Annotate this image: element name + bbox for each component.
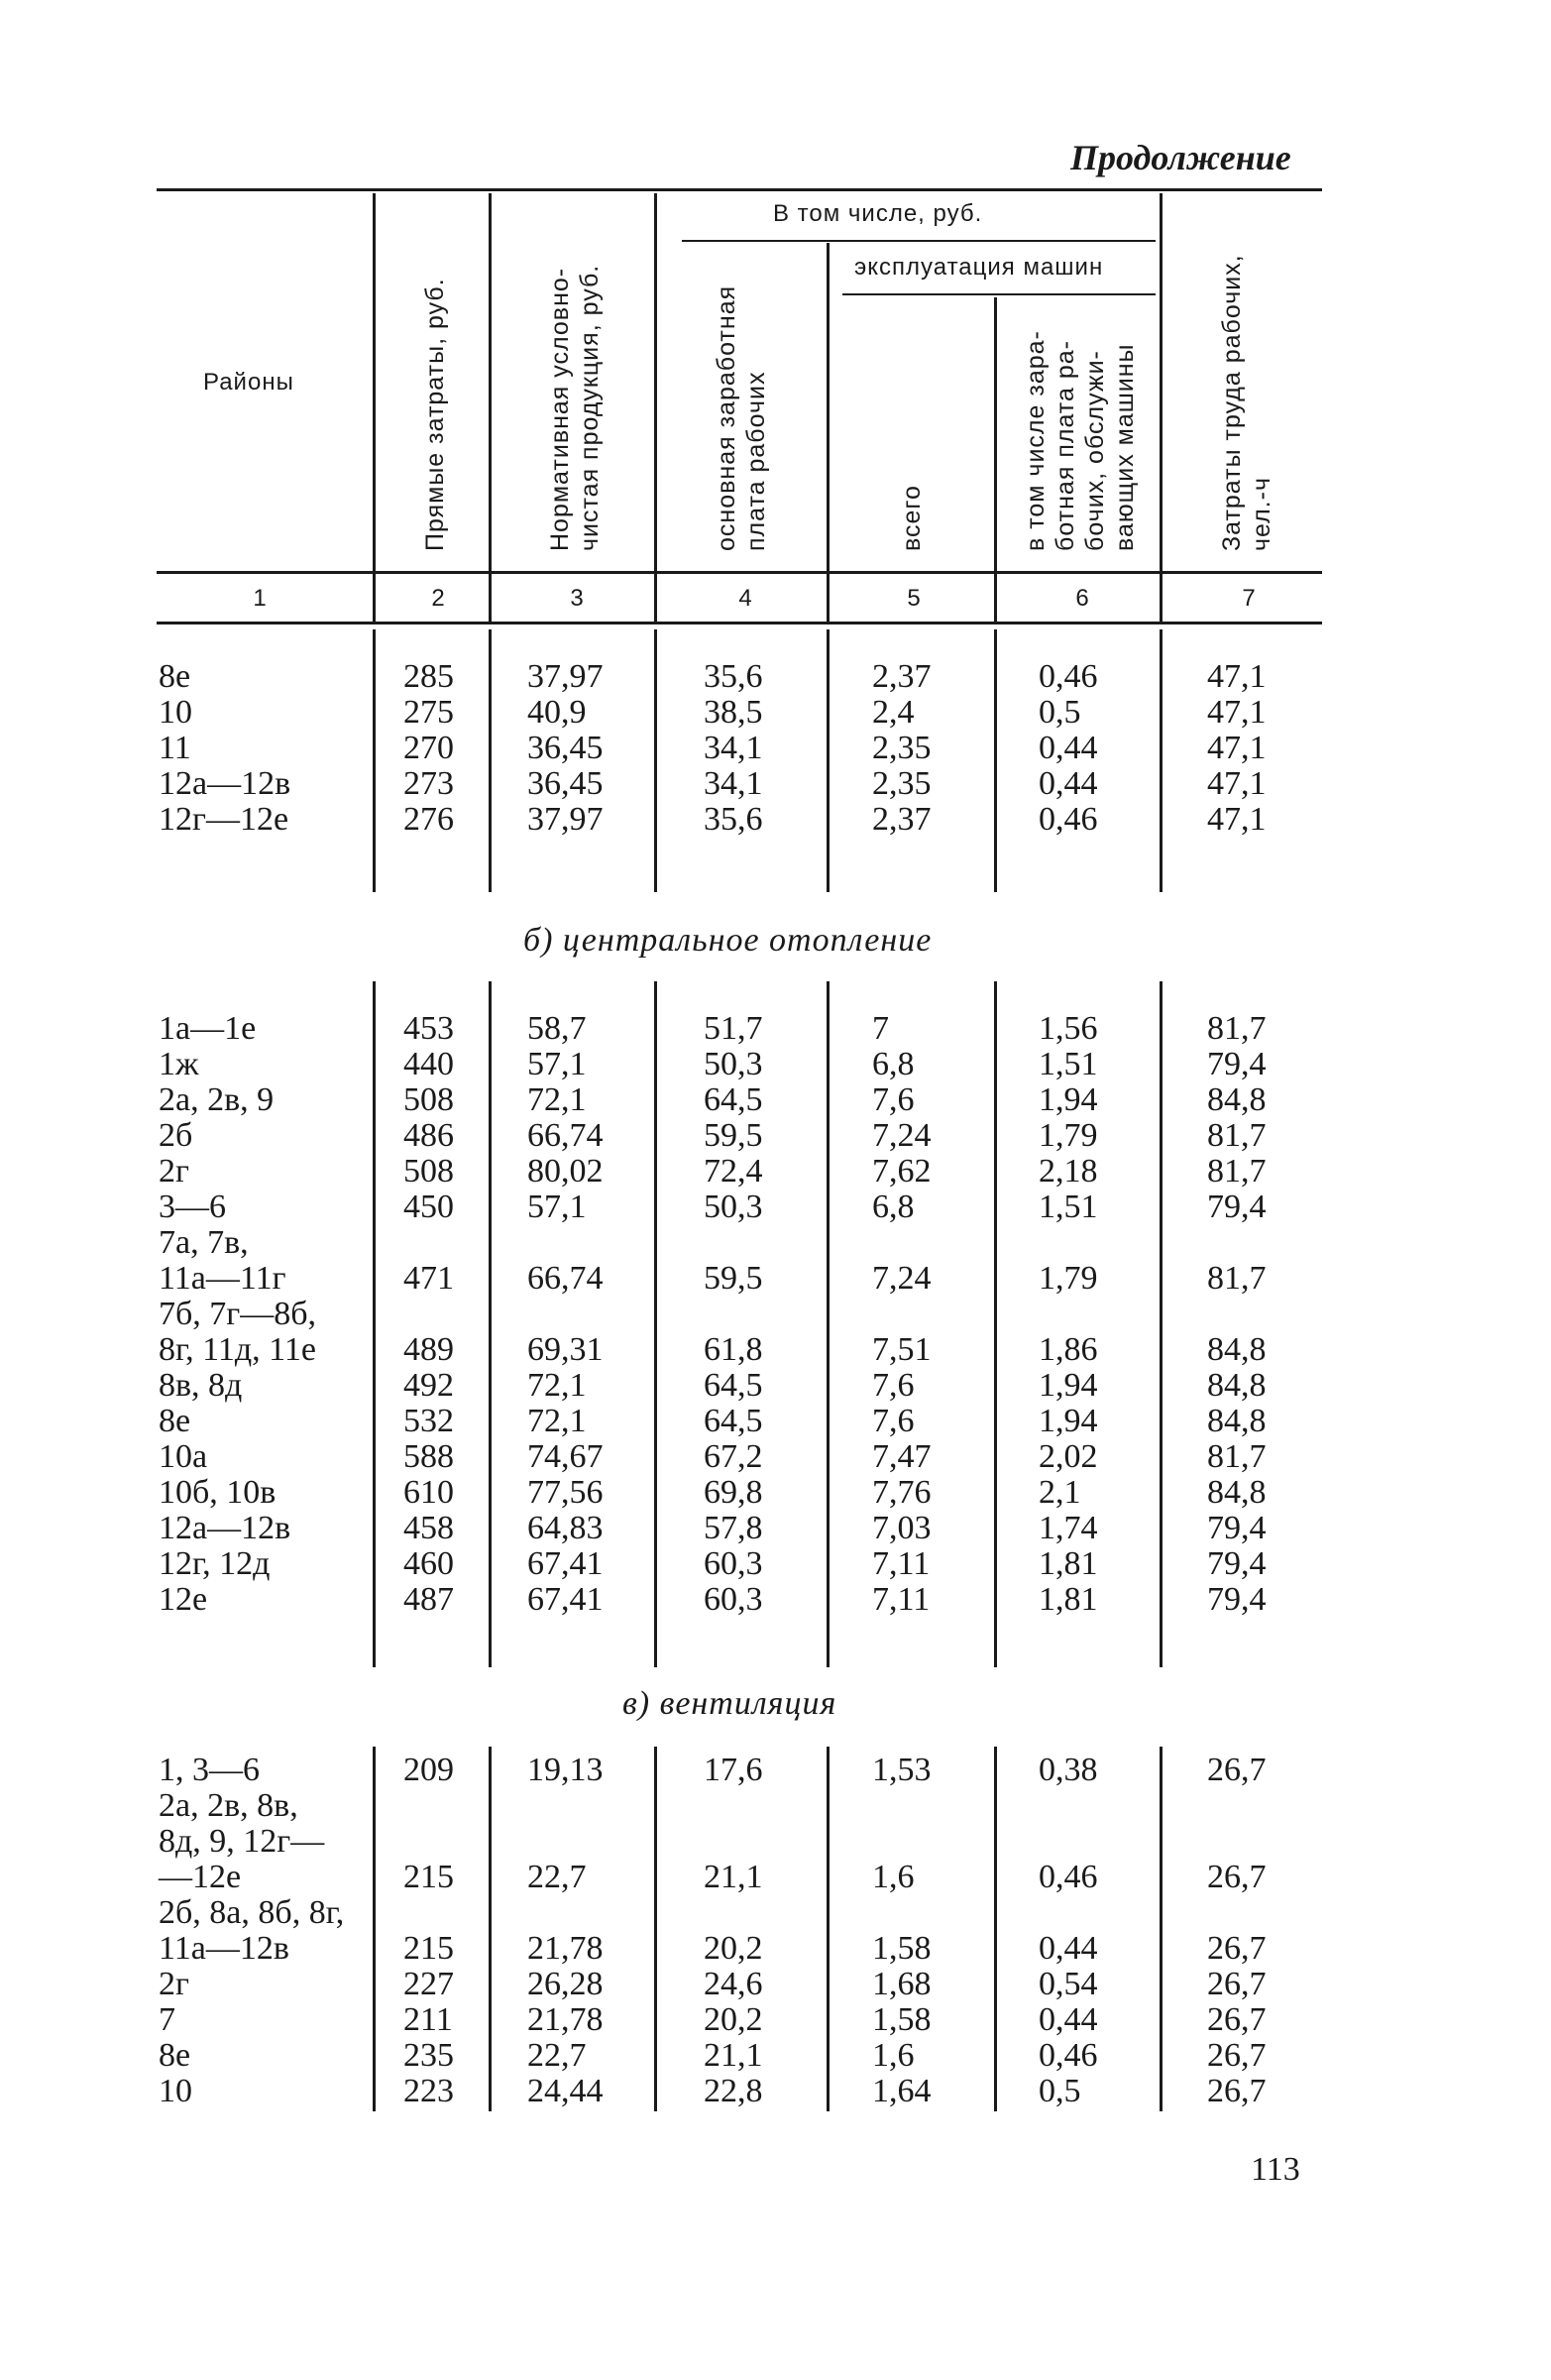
region-cell: 10а [159,1438,208,1475]
value-cell-c5: 6,8 [872,1046,915,1082]
value-cell-c6: 0,46 [1039,658,1098,695]
column-divider [827,1747,830,2111]
value-cell-c7: 84,8 [1207,1474,1267,1511]
value-cell-c7: 81,7 [1207,1153,1267,1190]
column-divider [654,1747,657,2111]
continuation-label: Продолжение [1070,138,1291,177]
page-number: 113 [1251,2151,1300,2188]
value-cell-c7: 47,1 [1207,730,1267,766]
value-cell-c2: 487 [403,1581,454,1618]
value-cell-c4: 61,8 [704,1331,763,1368]
column-divider [1160,981,1163,1667]
region-cell: 2г [159,1966,189,2002]
region-cell: 12г, 12д [159,1545,271,1582]
value-cell-c4: 60,3 [704,1545,763,1582]
value-cell-c6: 1,86 [1039,1331,1098,1368]
value-cell-c3: 74,67 [527,1438,604,1475]
value-cell-c2: 610 [403,1474,454,1511]
column-divider [994,1747,997,2111]
value-cell-c5: 1,6 [872,1859,915,1895]
column-divider [654,981,657,1667]
value-cell-c5: 1,58 [872,1930,932,1967]
value-cell-c6: 1,56 [1039,1010,1098,1047]
value-cell-c5: 2,37 [872,658,932,695]
value-cell-c3: 36,45 [527,730,604,766]
region-cell: 2а, 2в, 9 [159,1081,275,1118]
value-cell-c5: 6,8 [872,1189,915,1225]
value-cell-c3: 66,74 [527,1117,604,1154]
value-cell-c3: 22,7 [527,2037,587,2074]
column-divider [827,629,830,892]
value-cell-c2: 486 [403,1117,454,1154]
column-divider [654,629,657,892]
header-divider [654,193,657,575]
region-cell: 1а—1е [159,1010,257,1047]
region-cell: 8е [159,2037,191,2074]
value-cell-c3: 69,31 [527,1331,604,1368]
value-cell-c2: 492 [403,1367,454,1404]
value-cell-c3: 77,56 [527,1474,604,1511]
region-cell: 12а—12в [159,1510,291,1546]
value-cell-c2: 489 [403,1331,454,1368]
column-divider [489,629,492,892]
value-cell-c3: 19,13 [527,1752,604,1788]
colnum-divider [373,575,376,624]
header-normative: Нормативная условно- чистая продукция, руб. [546,264,604,551]
value-cell-c5: 2,35 [872,765,932,802]
column-divider [827,981,830,1667]
value-cell-c6: 0,5 [1039,2073,1081,2109]
region-cell: 10б, 10в [159,1474,277,1511]
value-cell-c4: 69,8 [704,1474,763,1511]
value-cell-c7: 47,1 [1207,765,1267,802]
value-cell-c7: 79,4 [1207,1510,1267,1546]
value-cell-c2: 215 [403,1859,454,1895]
value-cell-c2: 211 [403,2001,453,2038]
value-cell-c3: 67,41 [527,1581,604,1618]
value-cell-c5: 7,03 [872,1510,932,1546]
including-rule [682,240,1156,242]
column-divider [373,1747,376,2111]
value-cell-c6: 1,81 [1039,1545,1098,1582]
region-cell: 10 [159,694,192,731]
value-cell-c3: 80,02 [527,1153,604,1190]
region-cell: 2г [159,1153,189,1190]
region-cell: 10 [159,2073,192,2109]
region-cell: 1, 3—6 [159,1752,260,1788]
value-cell-c2: 440 [403,1046,454,1082]
section-title: б) центральное отопление [523,922,933,959]
value-cell-c7: 79,4 [1207,1545,1267,1582]
value-cell-c7: 79,4 [1207,1046,1267,1082]
value-cell-c4: 38,5 [704,694,763,731]
header-bottom-rule [157,571,1322,574]
value-cell-c7: 84,8 [1207,1367,1267,1404]
value-cell-c6: 1,94 [1039,1403,1098,1439]
value-cell-c7: 81,7 [1207,1438,1267,1475]
value-cell-c5: 7,6 [872,1367,915,1404]
column-divider [1160,629,1163,892]
value-cell-c2: 460 [403,1545,454,1582]
value-cell-c2: 588 [403,1438,454,1475]
header-labor-costs: Затраты труда рабочих, чел.-ч [1218,254,1275,551]
column-number: 5 [907,585,921,612]
value-cell-c6: 1,81 [1039,1581,1098,1618]
value-cell-c2: 235 [403,2037,454,2074]
value-cell-c2: 508 [403,1153,454,1190]
value-cell-c4: 17,6 [704,1752,763,1788]
value-cell-c4: 50,3 [704,1189,763,1225]
region-cell: 11а—11г [159,1260,286,1297]
value-cell-c4: 67,2 [704,1438,763,1475]
region-cell: 11 [159,730,191,766]
value-cell-c6: 1,79 [1039,1260,1098,1297]
column-divider [373,981,376,1667]
value-cell-c4: 22,8 [704,2073,763,2109]
region-cell: 12г—12е [159,801,289,838]
header-total: всего [898,485,926,551]
value-cell-c5: 7,11 [872,1545,931,1582]
column-number: 4 [738,585,752,612]
value-cell-c3: 72,1 [527,1367,587,1404]
value-cell-c2: 273 [403,765,454,802]
value-cell-c7: 26,7 [1207,1752,1267,1788]
value-cell-c2: 223 [403,2073,454,2109]
value-cell-c3: 72,1 [527,1403,587,1439]
machine-rule [842,293,1156,295]
value-cell-c3: 24,44 [527,2073,604,2109]
value-cell-c2: 450 [403,1189,454,1225]
value-cell-c2: 209 [403,1752,454,1788]
value-cell-c6: 0,38 [1039,1752,1098,1788]
value-cell-c6: 1,94 [1039,1081,1098,1118]
value-cell-c3: 22,7 [527,1859,587,1895]
column-divider [489,1747,492,2111]
value-cell-c7: 81,7 [1207,1010,1267,1047]
value-cell-c3: 37,97 [527,658,604,695]
value-cell-c3: 37,97 [527,801,604,838]
value-cell-c7: 26,7 [1207,1966,1267,2002]
value-cell-c7: 26,7 [1207,2073,1267,2109]
region-cell: 12а—12в [159,765,291,802]
region-cell: 7 [159,2001,175,2038]
value-cell-c6: 2,1 [1039,1474,1081,1511]
colnum-divider [827,575,830,624]
value-cell-c6: 1,74 [1039,1510,1098,1546]
region-cell: 2б [159,1117,193,1154]
section-title: в) вентиляция [622,1685,837,1722]
value-cell-c7: 84,8 [1207,1403,1267,1439]
value-cell-c5: 2,37 [872,801,932,838]
value-cell-c7: 26,7 [1207,2001,1267,2038]
value-cell-c3: 57,1 [527,1046,587,1082]
value-cell-c6: 0,46 [1039,2037,1098,2074]
value-cell-c4: 64,5 [704,1403,763,1439]
value-cell-c5: 1,58 [872,2001,932,2038]
column-divider [489,981,492,1667]
colnum-divider [654,575,657,624]
value-cell-c4: 34,1 [704,765,763,802]
value-cell-c4: 21,1 [704,1859,763,1895]
value-cell-c4: 64,5 [704,1081,763,1118]
value-cell-c6: 0,44 [1039,2001,1098,2038]
value-cell-c7: 26,7 [1207,2037,1267,2074]
value-cell-c7: 84,8 [1207,1081,1267,1118]
value-cell-c7: 79,4 [1207,1581,1267,1618]
column-number: 3 [570,585,584,612]
value-cell-c4: 51,7 [704,1010,763,1047]
value-cell-c6: 2,02 [1039,1438,1098,1475]
header-machine-operation: эксплуатация машин [854,254,1104,281]
value-cell-c3: 21,78 [527,1930,604,1967]
region-cell: 8е [159,658,191,695]
value-cell-c6: 1,94 [1039,1367,1098,1404]
header-divider [373,193,376,575]
value-cell-c3: 21,78 [527,2001,604,2038]
value-cell-c5: 1,6 [872,2037,915,2074]
column-number: 1 [253,585,267,612]
table-top-rule [157,188,1322,191]
region-cell: 8д, 9, 12г— [159,1823,325,1860]
value-cell-c5: 7,11 [872,1581,931,1618]
value-cell-c2: 508 [403,1081,454,1118]
value-cell-c7: 81,7 [1207,1117,1267,1154]
header-divider [489,193,492,575]
value-cell-c6: 0,46 [1039,801,1098,838]
value-cell-c5: 1,68 [872,1966,932,2002]
value-cell-c5: 7,47 [872,1438,932,1475]
header-divider [827,243,830,575]
value-cell-c6: 0,5 [1039,694,1081,731]
region-cell: 1ж [159,1046,199,1082]
value-cell-c5: 7,6 [872,1081,915,1118]
value-cell-c3: 66,74 [527,1260,604,1297]
value-cell-c3: 26,28 [527,1966,604,2002]
value-cell-c6: 0,44 [1039,1930,1098,1967]
value-cell-c6: 0,46 [1039,1859,1098,1895]
value-cell-c5: 7,6 [872,1403,915,1439]
value-cell-c7: 47,1 [1207,658,1267,695]
value-cell-c3: 36,45 [527,765,604,802]
value-cell-c7: 84,8 [1207,1331,1267,1368]
value-cell-c5: 2,35 [872,730,932,766]
value-cell-c6: 0,44 [1039,765,1098,802]
value-cell-c3: 57,1 [527,1189,587,1225]
value-cell-c2: 532 [403,1403,454,1439]
value-cell-c4: 59,5 [704,1260,763,1297]
region-cell: 7б, 7г—8б, [159,1296,317,1332]
colnum-bottom-rule [157,622,1322,624]
value-cell-c6: 0,54 [1039,1966,1098,2002]
colnum-divider [489,575,492,624]
column-number: 6 [1075,585,1089,612]
value-cell-c7: 79,4 [1207,1189,1267,1225]
value-cell-c5: 7,24 [872,1260,932,1297]
value-cell-c5: 7 [872,1010,889,1047]
header-direct-costs: Прямые затраты, руб. [421,278,449,551]
value-cell-c3: 64,83 [527,1510,604,1546]
value-cell-c6: 1,51 [1039,1189,1098,1225]
region-cell: 2б, 8а, 8б, 8г, [159,1894,345,1931]
value-cell-c2: 270 [403,730,454,766]
value-cell-c4: 35,6 [704,801,763,838]
value-cell-c5: 7,62 [872,1153,932,1190]
region-cell: 2а, 2в, 8в, [159,1787,298,1824]
value-cell-c4: 35,6 [704,658,763,695]
region-cell: 12е [159,1581,208,1618]
column-number: 7 [1242,585,1256,612]
column-number: 2 [431,585,445,612]
value-cell-c7: 81,7 [1207,1260,1267,1297]
colnum-divider [1160,575,1163,624]
column-divider [994,629,997,892]
value-cell-c7: 47,1 [1207,694,1267,731]
value-cell-c4: 20,2 [704,1930,763,1967]
value-cell-c5: 7,51 [872,1331,932,1368]
value-cell-c2: 471 [403,1260,454,1297]
header-including: В том числе, руб. [773,200,983,227]
value-cell-c4: 34,1 [704,730,763,766]
value-cell-c4: 50,3 [704,1046,763,1082]
value-cell-c2: 215 [403,1930,454,1967]
region-cell: 8в, 8д [159,1367,243,1404]
value-cell-c4: 20,2 [704,2001,763,2038]
value-cell-c4: 64,5 [704,1367,763,1404]
region-cell: 7а, 7в, [159,1224,249,1261]
value-cell-c3: 67,41 [527,1545,604,1582]
value-cell-c3: 72,1 [527,1081,587,1118]
header-incl-wage: в том числе зара- ботная плата ра- бочих, обслужи- вающих машины [1022,330,1139,551]
value-cell-c2: 276 [403,801,454,838]
value-cell-c4: 21,1 [704,2037,763,2074]
value-cell-c5: 7,24 [872,1117,932,1154]
value-cell-c4: 24,6 [704,1966,763,2002]
region-cell: 3—6 [159,1189,226,1225]
value-cell-c4: 57,8 [704,1510,763,1546]
value-cell-c5: 7,76 [872,1474,932,1511]
value-cell-c4: 72,4 [704,1153,763,1190]
value-cell-c6: 1,51 [1039,1046,1098,1082]
column-divider [1160,1747,1163,2111]
value-cell-c7: 26,7 [1207,1859,1267,1895]
value-cell-c4: 59,5 [704,1117,763,1154]
header-base-wage: основная заработная плата рабочих [713,284,770,551]
value-cell-c5: 1,53 [872,1752,932,1788]
region-cell: 8е [159,1403,191,1439]
region-cell: 11а—12в [159,1930,289,1967]
value-cell-c7: 26,7 [1207,1930,1267,1967]
value-cell-c3: 40,9 [527,694,587,731]
value-cell-c6: 0,44 [1039,730,1098,766]
column-divider [994,981,997,1667]
header-region: Районы [203,369,294,396]
value-cell-c6: 1,79 [1039,1117,1098,1154]
value-cell-c6: 2,18 [1039,1153,1098,1190]
value-cell-c2: 285 [403,658,454,695]
value-cell-c2: 453 [403,1010,454,1047]
value-cell-c5: 2,4 [872,694,915,731]
value-cell-c5: 1,64 [872,2073,932,2109]
region-cell: —12е [159,1859,242,1895]
header-divider [994,297,997,575]
value-cell-c3: 58,7 [527,1010,587,1047]
value-cell-c2: 458 [403,1510,454,1546]
value-cell-c7: 47,1 [1207,801,1267,838]
colnum-divider [994,575,997,624]
value-cell-c2: 227 [403,1966,454,2002]
header-divider [1160,193,1163,575]
region-cell: 8г, 11д, 11е [159,1331,316,1368]
value-cell-c4: 60,3 [704,1581,763,1618]
value-cell-c2: 275 [403,694,454,731]
column-divider [373,629,376,892]
